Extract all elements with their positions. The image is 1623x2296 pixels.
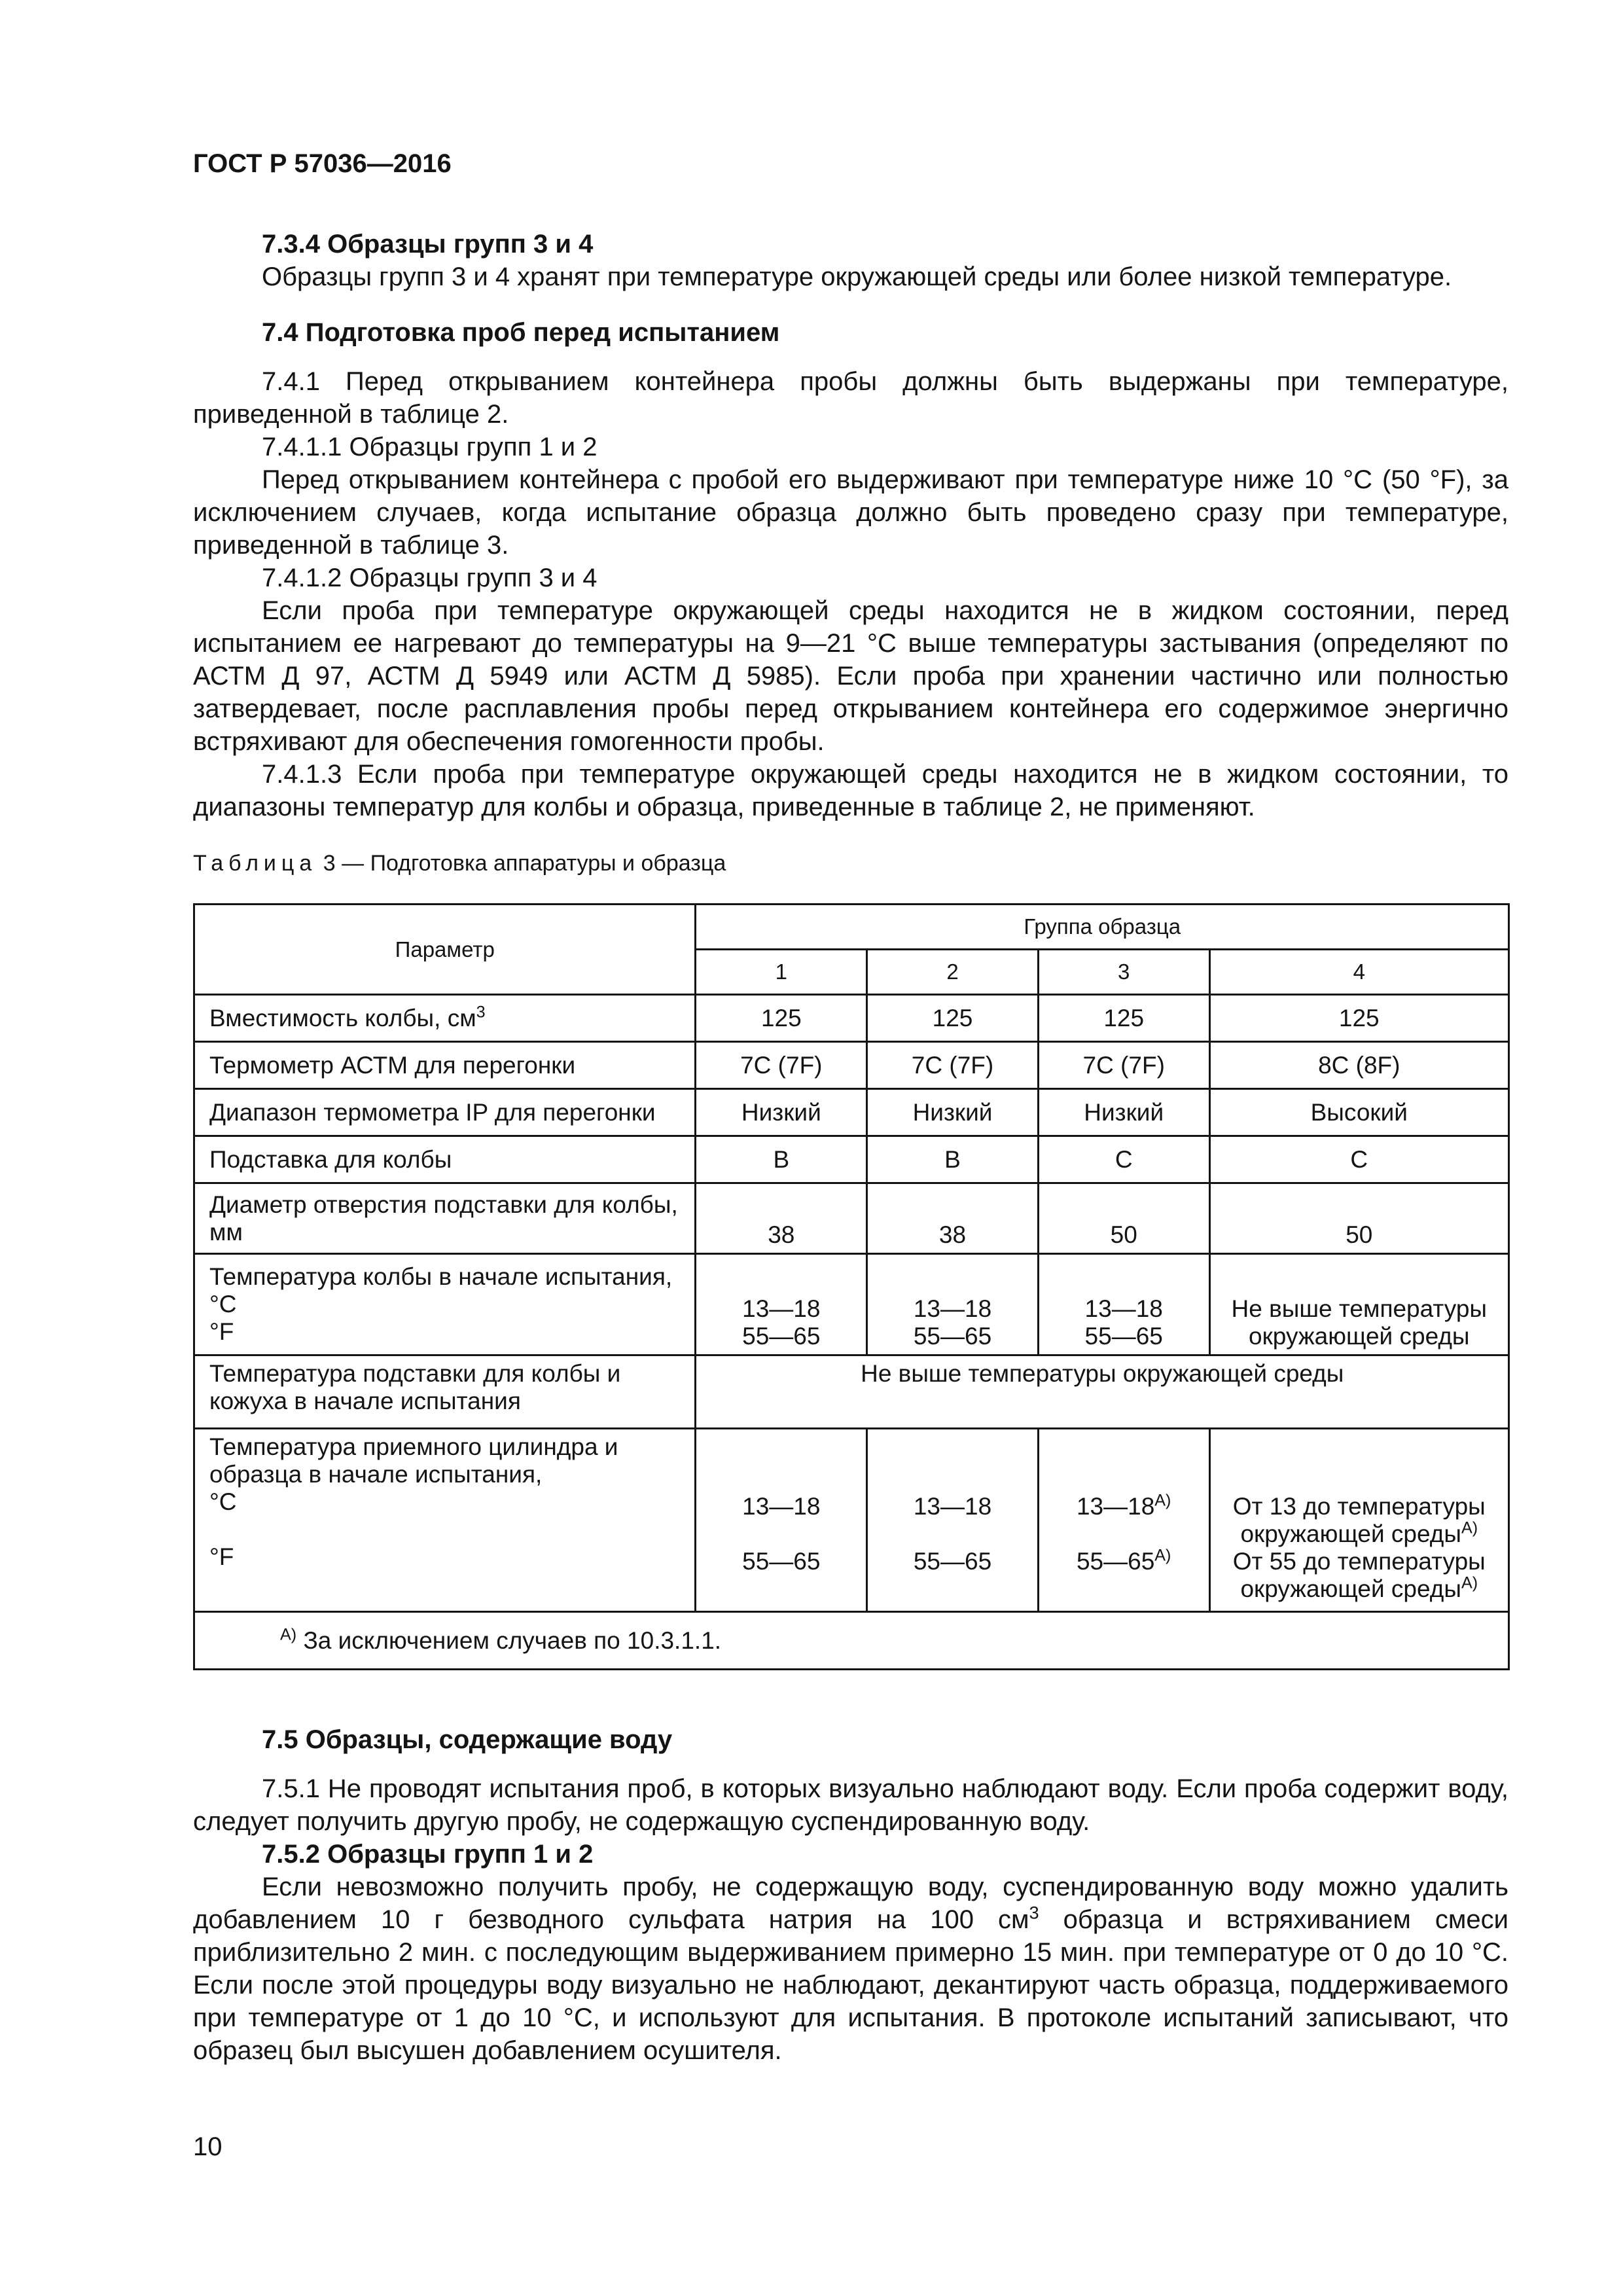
table-cell: 13—18 55—65 bbox=[696, 1429, 867, 1612]
table-row bbox=[194, 1183, 1509, 1254]
table-cell: 38 bbox=[867, 1183, 1039, 1254]
table-cell: 50 bbox=[1209, 1183, 1508, 1254]
paragraph-7-5-2-text: Если невозможно получить пробу, не содержащую воду, суспендированную воду можно удалить добавлением 10 г безводного сульфата натрия на 100 $см^3$ образца и встряхиванием смеси приблизительно 2 мин. с последующим выдерживанием примерно 15 мин. при температуре от 0 до 10 °C. Если после этой процедуры воду визуально не наблюдают, декантируют часть образца, поддерживаемого при температуре от 1 до 10 °C, и используют для испытания. В протоколе испытаний записывают, что образец был высушен добавлением осушителя. bbox=[193, 1873, 1508, 2065]
table-cell: $13—18^{A)}$ $55—65^{A)}$ bbox=[1038, 1429, 1209, 1612]
group-header: Группа образца bbox=[696, 905, 1509, 950]
paragraph-7-5-2-title: 7.5.2 Образцы групп 1 и 2 bbox=[262, 1840, 594, 1869]
table-cell: От 13 до температуры окружающей среды$^{A)}$ От 55 до температуры окружающей среды$^{A)}$ bbox=[1209, 1429, 1508, 1612]
table-cell: B bbox=[867, 1136, 1039, 1183]
paragraph-7-4-1-1-text: Перед открыванием контейнера с пробой его выдерживают при температуре ниже 10 °C (50 °F), за исключением случаев, когда испытание образца должно быть проведено сразу при температуре, приведенной в таблице 3. bbox=[193, 465, 1508, 560]
table-caption bbox=[193, 851, 726, 876]
table-caption-title: 3 — Подготовка аппаратуры и образца bbox=[323, 851, 726, 876]
table-cell: 125 bbox=[1038, 995, 1209, 1042]
table-cell: Низкий bbox=[1038, 1089, 1209, 1136]
table-row bbox=[194, 1136, 1509, 1183]
paragraph-7-4-1: 7.4.1 Перед открыванием контейнера пробы должны быть выдержаны при температуре, приведенной в таблице 2. bbox=[193, 367, 1508, 429]
row-label: Температура подставки для колбы и кожуха в начале испытания bbox=[194, 1355, 696, 1429]
section-7-3-4-text: Образцы групп 3 и 4 хранят при температуре окружающей среды или более низкой температуре. bbox=[262, 262, 1452, 291]
page-number: 10 bbox=[193, 2132, 223, 2161]
table-cell: 125 bbox=[696, 995, 867, 1042]
table-cell: Низкий bbox=[696, 1089, 867, 1136]
paragraph-7-5-1: 7.5.1 Не проводят испытания проб, в которых визуально наблюдают воду. Если проба содержит воду, следует получить другую пробу, не содержащую суспендированную воду. bbox=[193, 1774, 1508, 1836]
table-cell: 125 bbox=[867, 995, 1039, 1042]
row-label: Подставка для колбы bbox=[194, 1136, 696, 1183]
table-cell: 8C (8F) bbox=[1209, 1042, 1508, 1089]
table-cell: Не выше температуры окружающей среды bbox=[1209, 1254, 1508, 1355]
table-row bbox=[194, 1429, 1509, 1612]
section-7-3-4-title: 7.3.4 Образцы групп 3 и 4 bbox=[262, 230, 594, 259]
table-cell: Низкий bbox=[867, 1089, 1039, 1136]
table-cell: C bbox=[1209, 1136, 1508, 1183]
table-cell: 13—18 55—65 bbox=[696, 1254, 867, 1355]
table-cell: Высокий bbox=[1209, 1089, 1508, 1136]
table-row bbox=[194, 995, 1509, 1042]
row-label: Термометр АСТМ для перегонки bbox=[194, 1042, 696, 1089]
table-cell: C bbox=[1038, 1136, 1209, 1183]
table-cell: 13—18 55—65 bbox=[867, 1254, 1039, 1355]
table-row bbox=[194, 1254, 1509, 1355]
param-header: Параметр bbox=[194, 905, 696, 995]
group-2-header: 2 bbox=[867, 950, 1039, 995]
table-row bbox=[194, 1355, 1509, 1429]
table-caption-word: Таблица bbox=[193, 851, 317, 876]
row-label: Диаметр отверстия подставки для колбы, мм bbox=[194, 1183, 696, 1254]
table-cell: 13—18 55—65 bbox=[1038, 1254, 1209, 1355]
table-cell: Не выше температуры окружающей среды bbox=[696, 1355, 1509, 1429]
table-cell: 13—18 55—65 bbox=[867, 1429, 1039, 1612]
table-cell: 7C (7F) bbox=[696, 1042, 867, 1089]
table-footnote: $^{A)}$ За исключением случаев по 10.3.1.1. bbox=[194, 1612, 1509, 1670]
table-row bbox=[194, 1042, 1509, 1089]
section-7-4-title: 7.4 Подготовка проб перед испытанием bbox=[262, 318, 780, 347]
table-cell: 38 bbox=[696, 1183, 867, 1254]
paragraph-7-4-1-2-text: Если проба при температуре окружающей среды находится не в жидком состоянии, перед испытанием ее нагревают до температуры на 9—21 °C выше температуры застывания (определяют по АСТМ Д 97, АСТМ Д 5949 или АСТМ Д 5985). Если проба при хранении частично или полностью затвердевает, после расплавления пробы перед открыванием контейнера его содержимое энергично встряхивают для обеспечения гомогенности пробы. bbox=[193, 596, 1508, 756]
group-1-header: 1 bbox=[696, 950, 867, 995]
group-4-header: 4 bbox=[1209, 950, 1508, 995]
table-footnote-row bbox=[194, 1612, 1509, 1670]
table-cell: 7C (7F) bbox=[1038, 1042, 1209, 1089]
row-label: Температура колбы в начале испытания, °C °F bbox=[194, 1254, 696, 1355]
paragraph-7-4-1-1-title: 7.4.1.1 Образцы групп 1 и 2 bbox=[262, 433, 597, 461]
table-3 bbox=[193, 903, 1510, 1670]
table-cell: 125 bbox=[1209, 995, 1508, 1042]
table-cell: 7C (7F) bbox=[867, 1042, 1039, 1089]
row-label: Диапазон термометра IP для перегонки bbox=[194, 1089, 696, 1136]
paragraph-7-4-1-2-title: 7.4.1.2 Образцы групп 3 и 4 bbox=[262, 564, 597, 592]
group-3-header: 3 bbox=[1038, 950, 1209, 995]
paragraph-7-4-1-3: 7.4.1.3 Если проба при температуре окружающей среды находится не в жидком состоянии, то диапазоны температур для колбы и образца, приведенные в таблице 2, не применяют. bbox=[193, 760, 1508, 821]
table-cell: B bbox=[696, 1136, 867, 1183]
table-row bbox=[194, 1089, 1509, 1136]
row-label: Вместимость колбы, $см^3$ bbox=[194, 995, 696, 1042]
document-header: ГОСТ Р 57036—2016 bbox=[193, 149, 452, 178]
row-label: Температура приемного цилиндра и образца в начале испытания, °C °F bbox=[194, 1429, 696, 1612]
table-cell: 50 bbox=[1038, 1183, 1209, 1254]
section-7-5-title: 7.5 Образцы, содержащие воду bbox=[262, 1725, 673, 1754]
